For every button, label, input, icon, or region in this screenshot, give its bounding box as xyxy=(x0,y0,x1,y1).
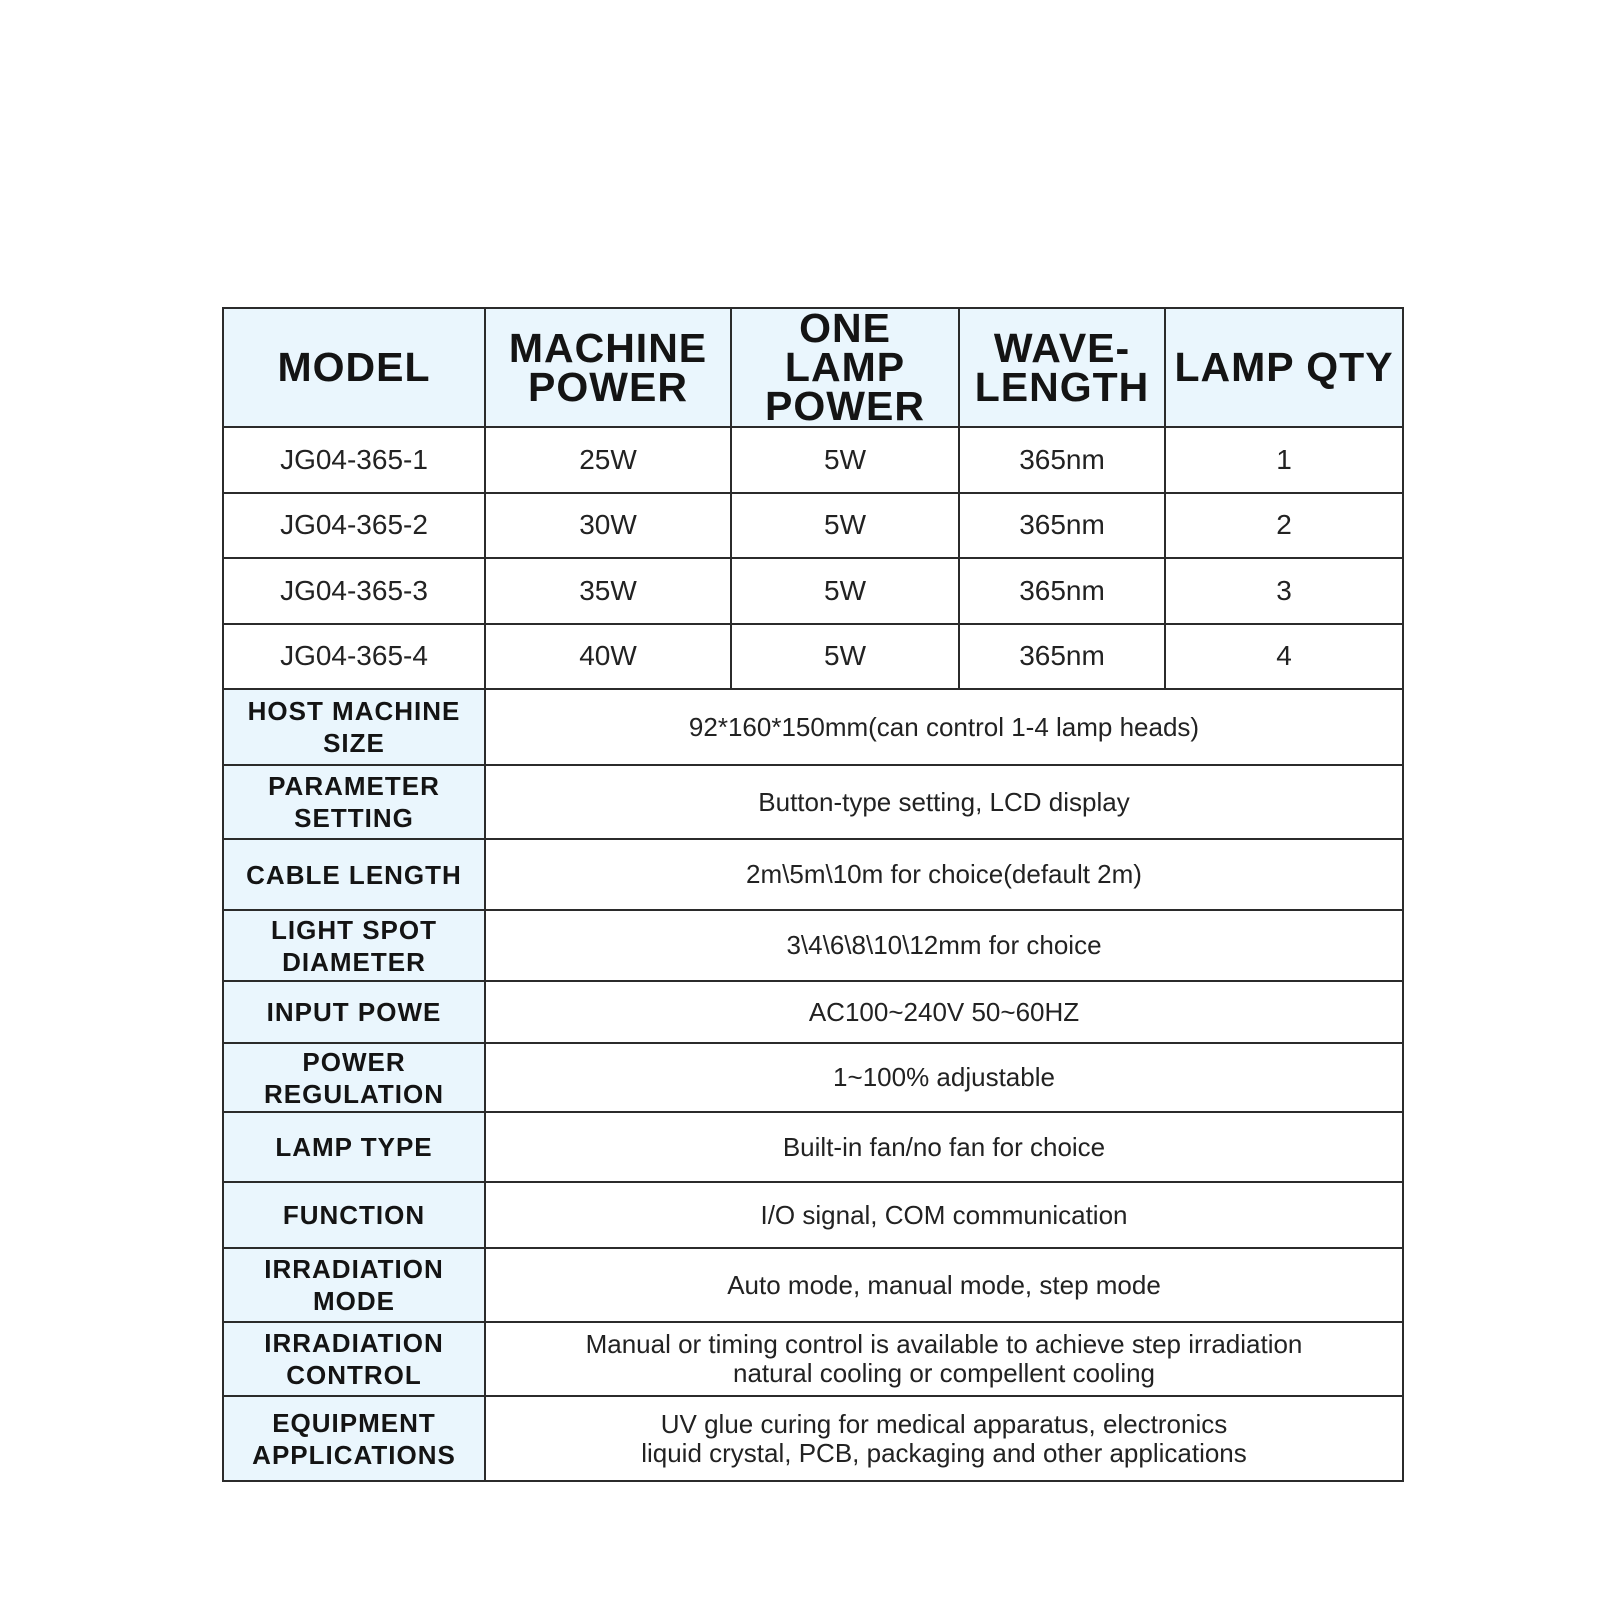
spec-row-parameter-setting xyxy=(223,765,1403,839)
spec-row-light-spot-diameter xyxy=(223,910,1403,981)
model-cell: JG04-365-2 xyxy=(223,493,485,559)
lamp-qty-cell: 4 xyxy=(1165,624,1403,690)
header-row xyxy=(223,308,1403,427)
wavelength-cell: 365nm xyxy=(959,493,1165,559)
lamp-qty-cell: 1 xyxy=(1165,427,1403,493)
spec-row-equipment-applications xyxy=(223,1396,1403,1481)
spec-label: FUNCTION xyxy=(223,1182,485,1248)
spec-label: PARAMETER SETTING xyxy=(223,765,485,839)
spec-value: Manual or timing control is available to achieve step irradiation natural cooling or compellent cooling xyxy=(485,1322,1403,1396)
model-cell: JG04-365-4 xyxy=(223,624,485,690)
one-lamp-power-cell: 5W xyxy=(731,624,959,690)
model-cell: JG04-365-1 xyxy=(223,427,485,493)
header-lamp-qty: LAMP QTY xyxy=(1165,308,1403,427)
model-row xyxy=(223,427,1403,493)
spec-label: INPUT POWE xyxy=(223,981,485,1043)
header-machine-power: MACHINE POWER xyxy=(485,308,731,427)
model-cell: JG04-365-3 xyxy=(223,558,485,624)
spec-label: IRRADIATION MODE xyxy=(223,1248,485,1322)
spec-value: I/O signal, COM communication xyxy=(485,1182,1403,1248)
spec-value: AC100~240V 50~60HZ xyxy=(485,981,1403,1043)
spec-label: IRRADIATION CONTROL xyxy=(223,1322,485,1396)
spec-table xyxy=(222,307,1404,1482)
header-model: MODEL xyxy=(223,308,485,427)
model-row xyxy=(223,493,1403,559)
spec-row-host-machine-size xyxy=(223,689,1403,765)
machine-power-cell: 25W xyxy=(485,427,731,493)
model-row xyxy=(223,558,1403,624)
spec-value: 2m\5m\10m for choice(default 2m) xyxy=(485,839,1403,910)
spec-value: 92*160*150mm(can control 1-4 lamp heads) xyxy=(485,689,1403,765)
wavelength-cell: 365nm xyxy=(959,624,1165,690)
header-one-lamp-power: ONE LAMP POWER xyxy=(731,308,959,427)
spec-value: Auto mode, manual mode, step mode xyxy=(485,1248,1403,1322)
spec-label: EQUIPMENT APPLICATIONS xyxy=(223,1396,485,1481)
spec-label: POWER REGULATION xyxy=(223,1043,485,1112)
spec-value: Built-in fan/no fan for choice xyxy=(485,1112,1403,1182)
spec-value: Button-type setting, LCD display xyxy=(485,765,1403,839)
spec-value: UV glue curing for medical apparatus, electronics liquid crystal, PCB, packaging and other applications xyxy=(485,1396,1403,1481)
one-lamp-power-cell: 5W xyxy=(731,427,959,493)
wavelength-cell: 365nm xyxy=(959,427,1165,493)
spec-label: HOST MACHINE SIZE xyxy=(223,689,485,765)
spec-row-power-regulation xyxy=(223,1043,1403,1112)
lamp-qty-cell: 2 xyxy=(1165,493,1403,559)
one-lamp-power-cell: 5W xyxy=(731,493,959,559)
machine-power-cell: 35W xyxy=(485,558,731,624)
machine-power-cell: 40W xyxy=(485,624,731,690)
spec-row-lamp-type xyxy=(223,1112,1403,1182)
lamp-qty-cell: 3 xyxy=(1165,558,1403,624)
spec-row-function xyxy=(223,1182,1403,1248)
spec-label: LIGHT SPOT DIAMETER xyxy=(223,910,485,981)
spec-row-cable-length xyxy=(223,839,1403,910)
spec-value: 1~100% adjustable xyxy=(485,1043,1403,1112)
spec-label: LAMP TYPE xyxy=(223,1112,485,1182)
spec-value: 3\4\6\8\10\12mm for choice xyxy=(485,910,1403,981)
machine-power-cell: 30W xyxy=(485,493,731,559)
spec-row-irradiation-control xyxy=(223,1322,1403,1396)
header-wavelength: WAVE- LENGTH xyxy=(959,308,1165,427)
model-row xyxy=(223,624,1403,690)
wavelength-cell: 365nm xyxy=(959,558,1165,624)
one-lamp-power-cell: 5W xyxy=(731,558,959,624)
spec-row-input-powe xyxy=(223,981,1403,1043)
spec-label: CABLE LENGTH xyxy=(223,839,485,910)
spec-row-irradiation-mode xyxy=(223,1248,1403,1322)
